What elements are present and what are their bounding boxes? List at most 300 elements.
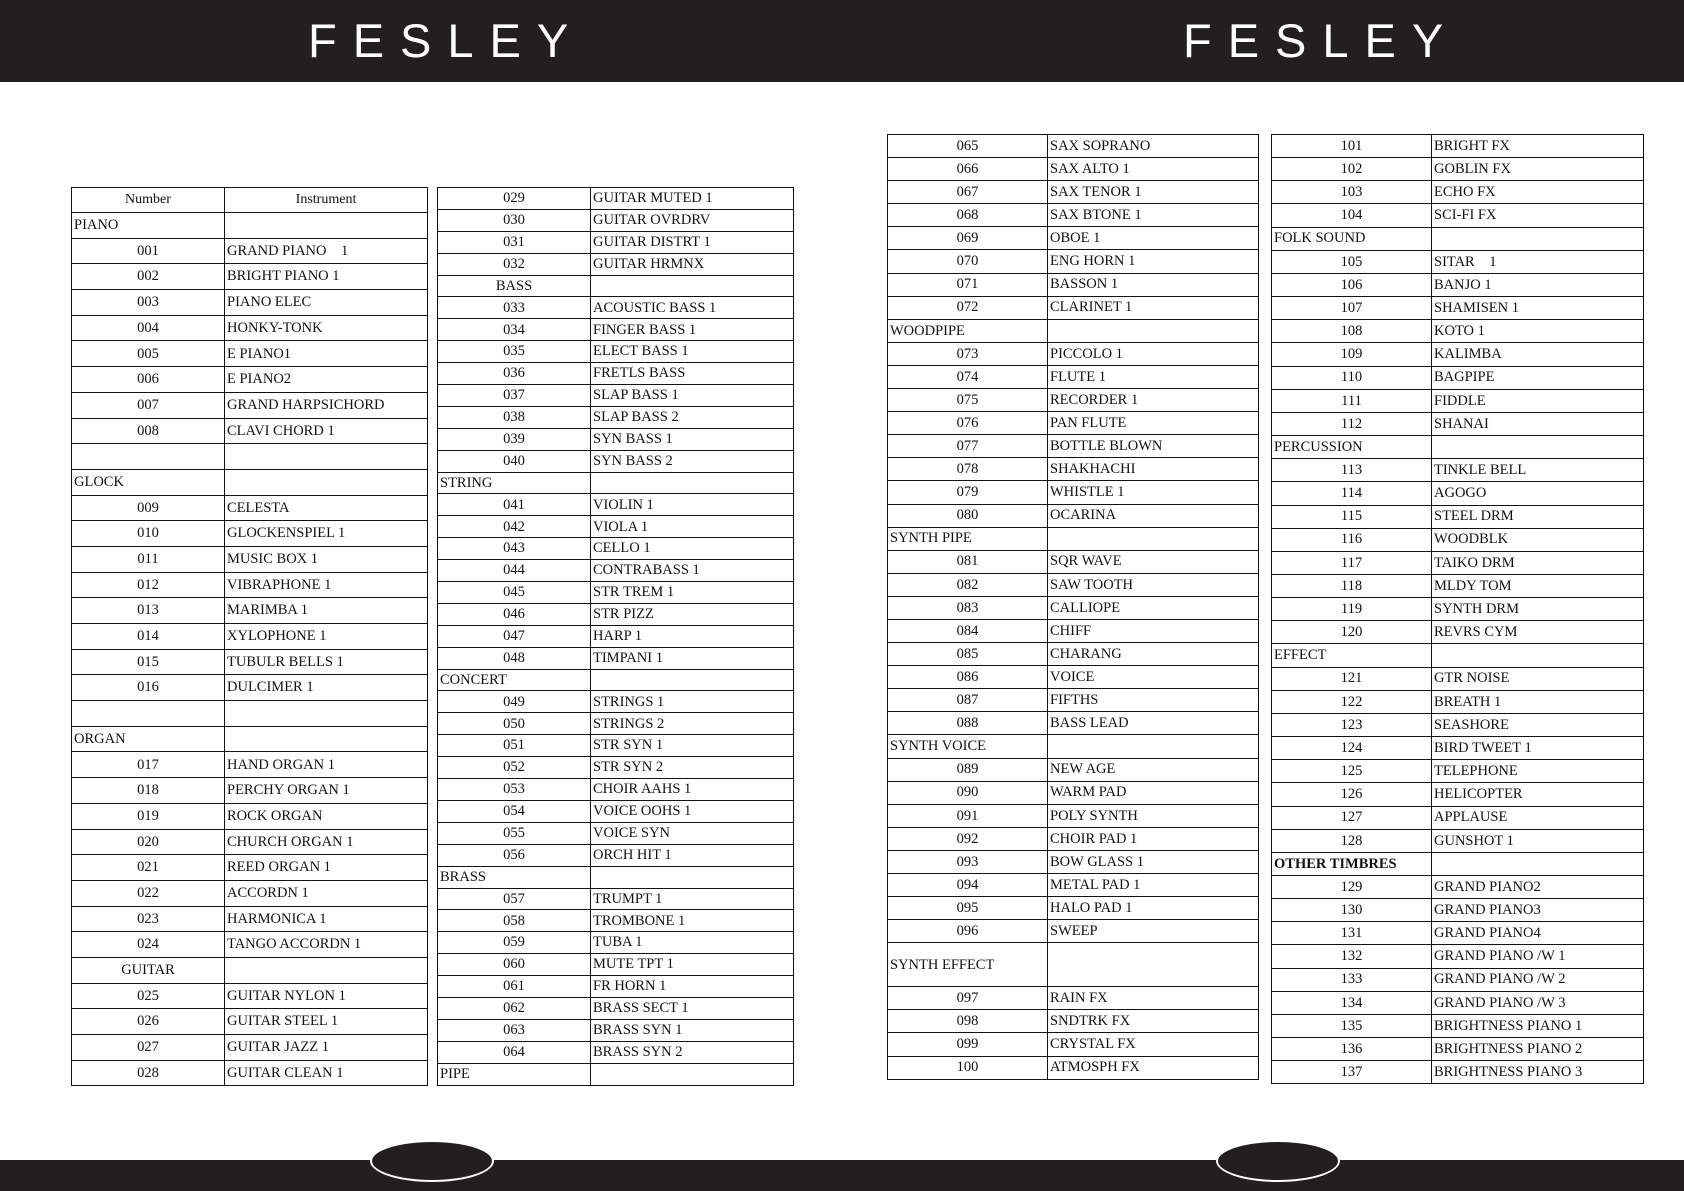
tone-number: 059: [438, 932, 591, 954]
empty-cell: [225, 213, 428, 239]
table-row: [438, 406, 794, 428]
tone-number: 010: [72, 521, 225, 547]
instrument-name: GUITAR CLEAN 1: [225, 1060, 428, 1086]
empty-cell: [1048, 735, 1259, 758]
instrument-name: BIRD TWEET 1: [1432, 737, 1644, 760]
empty-cell: [225, 444, 428, 470]
instrument-name: GOBLIN FX: [1432, 158, 1644, 181]
tone-number: 081: [888, 550, 1048, 573]
table-row: [1272, 273, 1644, 296]
table-row: [72, 290, 428, 316]
table-row: [1272, 667, 1644, 690]
category-row: [72, 957, 428, 983]
tone-number: 083: [888, 596, 1048, 619]
instrument-name: HARMONICA 1: [225, 906, 428, 932]
category-label: GLOCK: [72, 469, 225, 495]
column-header-number: Number: [72, 188, 225, 213]
empty-cell: [591, 472, 794, 494]
table-row: [72, 803, 428, 829]
tone-number: 050: [438, 713, 591, 735]
tone-number: 013: [72, 598, 225, 624]
empty-cell: [1048, 319, 1259, 342]
blank-row: [72, 444, 428, 470]
instrument-name: CLARINET 1: [1048, 296, 1259, 319]
table-row: [1272, 806, 1644, 829]
instrument-name: STRINGS 2: [591, 713, 794, 735]
table-row: [72, 521, 428, 547]
instrument-name: CHOIR PAD 1: [1048, 827, 1259, 850]
tone-number: 101: [1272, 135, 1432, 158]
tone-number: 007: [72, 392, 225, 418]
instrument-name: WOODBLK: [1432, 528, 1644, 551]
tone-number: 049: [438, 691, 591, 713]
table-row: [438, 691, 794, 713]
tone-number: 057: [438, 888, 591, 910]
tone-number: 039: [438, 428, 591, 450]
table-row: [888, 666, 1259, 689]
instrument-name: HAND ORGAN 1: [225, 752, 428, 778]
tone-number: 122: [1272, 690, 1432, 713]
instrument-name: GUITAR OVRDRV: [591, 209, 794, 231]
table-row: [438, 582, 794, 604]
tone-number: 115: [1272, 505, 1432, 528]
tone-number: 082: [888, 573, 1048, 596]
instrument-name: XYLOPHONE 1: [225, 624, 428, 650]
category-label: GUITAR: [72, 957, 225, 983]
table-row: [72, 392, 428, 418]
table-row: [438, 231, 794, 253]
table-row: [438, 494, 794, 516]
instrument-name: ENG HORN 1: [1048, 250, 1259, 273]
table-row: [1272, 459, 1644, 482]
instrument-name: MLDY TOM: [1432, 574, 1644, 597]
tone-number: 020: [72, 829, 225, 855]
table-row: [888, 412, 1259, 435]
tone-number: 061: [438, 976, 591, 998]
table-row: [72, 1009, 428, 1035]
instrument-name: SAX ALTO 1: [1048, 158, 1259, 181]
category-label: STRING: [438, 472, 591, 494]
empty-cell: [1432, 644, 1644, 667]
tone-number: 113: [1272, 459, 1432, 482]
instrument-name: SYNTH DRM: [1432, 598, 1644, 621]
instrument-name: CLAVI CHORD 1: [225, 418, 428, 444]
instrument-name: ECHO FX: [1432, 181, 1644, 204]
tone-number: 063: [438, 1019, 591, 1041]
table-row: [888, 181, 1259, 204]
category-row: [1272, 852, 1644, 875]
instrument-name: BOW GLASS 1: [1048, 850, 1259, 873]
instrument-name: GUITAR HRMNX: [591, 253, 794, 275]
tone-number: 111: [1272, 389, 1432, 412]
tone-number: 038: [438, 406, 591, 428]
tone-number: 026: [72, 1009, 225, 1035]
tone-number: 035: [438, 341, 591, 363]
tone-number: 068: [888, 204, 1048, 227]
tone-number: 041: [438, 494, 591, 516]
tone-number: 022: [72, 880, 225, 906]
instrument-name: GUITAR STEEL 1: [225, 1009, 428, 1035]
tone-number: 123: [1272, 713, 1432, 736]
tone-number: 120: [1272, 621, 1432, 644]
instrument-name: GRAND PIANO3: [1432, 899, 1644, 922]
category-row: [438, 472, 794, 494]
page-number-oval-right: [1216, 1140, 1340, 1182]
tone-number: 130: [1272, 899, 1432, 922]
instrument-name: KOTO 1: [1432, 320, 1644, 343]
empty-cell: [225, 957, 428, 983]
category-label: SYNTH VOICE: [888, 735, 1048, 758]
empty-cell: [591, 866, 794, 888]
tone-number: 135: [1272, 1014, 1432, 1037]
tone-number: 071: [888, 273, 1048, 296]
table-row: [72, 1060, 428, 1086]
instrument-name: POLY SYNTH: [1048, 804, 1259, 827]
category-label: FOLK SOUND: [1272, 227, 1432, 250]
instrument-name: OBOE 1: [1048, 227, 1259, 250]
instrument-name: SWEEP: [1048, 920, 1259, 943]
table-row: [438, 253, 794, 275]
category-label: PIPE: [438, 1063, 591, 1085]
instrument-name: HALO PAD 1: [1048, 897, 1259, 920]
tone-number: 093: [888, 850, 1048, 873]
table-row: [72, 983, 428, 1009]
table-row: [1272, 366, 1644, 389]
tone-number: 011: [72, 546, 225, 572]
table-row: [72, 932, 428, 958]
table-row: [72, 572, 428, 598]
table-row: [438, 757, 794, 779]
category-row: [1272, 436, 1644, 459]
category-row: [438, 866, 794, 888]
instrument-name: AGOGO: [1432, 482, 1644, 505]
tone-number: 015: [72, 649, 225, 675]
category-label: PIANO: [72, 213, 225, 239]
table-row: [888, 850, 1259, 873]
tone-number: 086: [888, 666, 1048, 689]
tone-number: 009: [72, 495, 225, 521]
instrument-name: TROMBONE 1: [591, 910, 794, 932]
instrument-name: DULCIMER 1: [225, 675, 428, 701]
instrument-name: BRIGHT FX: [1432, 135, 1644, 158]
instrument-name: VOICE: [1048, 666, 1259, 689]
table-row: [1272, 829, 1644, 852]
table-row: [438, 428, 794, 450]
tone-number: 133: [1272, 968, 1432, 991]
instrument-name: GRAND PIANO /W 2: [1432, 968, 1644, 991]
instrument-name: VIOLIN 1: [591, 494, 794, 516]
brand-logo-right: FESLEY: [1183, 14, 1460, 67]
category-label: OTHER TIMBRES: [1272, 852, 1432, 875]
instrument-name: SAX TENOR 1: [1048, 181, 1259, 204]
instrument-name: CELESTA: [225, 495, 428, 521]
tone-number: 125: [1272, 760, 1432, 783]
table-row: [438, 297, 794, 319]
tone-number: 091: [888, 804, 1048, 827]
table-row: [1272, 760, 1644, 783]
tone-number: 004: [72, 315, 225, 341]
table-row: [438, 450, 794, 472]
instrument-name: GUNSHOT 1: [1432, 829, 1644, 852]
tone-number: 005: [72, 341, 225, 367]
instrument-name: E PIANO1: [225, 341, 428, 367]
instrument-name: VIOLA 1: [591, 516, 794, 538]
category-row: [72, 726, 428, 752]
category-row: [888, 527, 1259, 550]
instrument-name: TINKLE BELL: [1432, 459, 1644, 482]
tone-number: 047: [438, 625, 591, 647]
instrument-name: BRASS SECT 1: [591, 997, 794, 1019]
category-label: BRASS: [438, 866, 591, 888]
instrument-name: STEEL DRM: [1432, 505, 1644, 528]
tone-number: 073: [888, 342, 1048, 365]
table-row: [888, 273, 1259, 296]
table-row: [1272, 1061, 1644, 1084]
instrument-name: FIDDLE: [1432, 389, 1644, 412]
tone-number: 088: [888, 712, 1048, 735]
instrument-name: ACCORDN 1: [225, 880, 428, 906]
instrument-name: BANJO 1: [1432, 273, 1644, 296]
table-row: [888, 458, 1259, 481]
table-row: [438, 209, 794, 231]
tone-number: 099: [888, 1033, 1048, 1056]
table-row: [888, 481, 1259, 504]
instrument-name: SAW TOOTH: [1048, 573, 1259, 596]
table-row: [888, 573, 1259, 596]
instrument-name: FINGER BASS 1: [591, 319, 794, 341]
table-row: [72, 315, 428, 341]
instrument-name: ATMOSPH FX: [1048, 1056, 1259, 1079]
tone-number: 019: [72, 803, 225, 829]
tone-number: 042: [438, 516, 591, 538]
tone-number: 028: [72, 1060, 225, 1086]
table-row: [438, 341, 794, 363]
table-row: [438, 844, 794, 866]
page-footer: [0, 1160, 1684, 1191]
table-row: [1272, 968, 1644, 991]
tone-number: 112: [1272, 412, 1432, 435]
table-row: [1272, 320, 1644, 343]
table-row: [438, 1041, 794, 1063]
instrument-name: BRASS SYN 1: [591, 1019, 794, 1041]
table-row: [72, 649, 428, 675]
tone-number: 052: [438, 757, 591, 779]
tone-number: 002: [72, 264, 225, 290]
table-row: [1272, 250, 1644, 273]
tone-number: 066: [888, 158, 1048, 181]
instrument-name: GUITAR JAZZ 1: [225, 1035, 428, 1061]
table-row: [1272, 181, 1644, 204]
table-row: [72, 752, 428, 778]
instrument-name: GUITAR DISTRT 1: [591, 231, 794, 253]
instrument-name: FLUTE 1: [1048, 365, 1259, 388]
instrument-name: STR TREM 1: [591, 582, 794, 604]
tone-number: 003: [72, 290, 225, 316]
table-row: [1272, 389, 1644, 412]
empty-cell: [1432, 852, 1644, 875]
table-row: [438, 188, 794, 210]
table-row: [438, 822, 794, 844]
instrument-name: RAIN FX: [1048, 987, 1259, 1010]
table-row: [1272, 505, 1644, 528]
table-row: [438, 954, 794, 976]
tone-number: 096: [888, 920, 1048, 943]
instrument-name: SLAP BASS 2: [591, 406, 794, 428]
tone-number: 027: [72, 1035, 225, 1061]
instrument-name: RECORDER 1: [1048, 389, 1259, 412]
table-row: [438, 735, 794, 757]
tone-number: 054: [438, 800, 591, 822]
instrument-name: GRAND PIANO /W 3: [1432, 991, 1644, 1014]
instrument-name: ORCH HIT 1: [591, 844, 794, 866]
tone-number: 031: [438, 231, 591, 253]
table-row: [1272, 528, 1644, 551]
table-row: [888, 781, 1259, 804]
tone-number: 080: [888, 504, 1048, 527]
instrument-name: FRETLS BASS: [591, 363, 794, 385]
table-row: [888, 712, 1259, 735]
category-label: EFFECT: [1272, 644, 1432, 667]
table-row: [888, 342, 1259, 365]
tone-number: 040: [438, 450, 591, 472]
instrument-name: STRINGS 1: [591, 691, 794, 713]
category-row: [888, 943, 1259, 987]
instrument-name: CONTRABASS 1: [591, 560, 794, 582]
tone-number: 079: [888, 481, 1048, 504]
table-row: [438, 976, 794, 998]
table-row: [1272, 204, 1644, 227]
tone-number: 048: [438, 647, 591, 669]
empty-cell: [72, 444, 225, 470]
table-row: [438, 713, 794, 735]
tone-number: 045: [438, 582, 591, 604]
table-row: [888, 920, 1259, 943]
instrument-name: APPLAUSE: [1432, 806, 1644, 829]
table-row: [438, 538, 794, 560]
table-row: [1272, 412, 1644, 435]
category-label: WOODPIPE: [888, 319, 1048, 342]
table-row: [72, 675, 428, 701]
tone-number: 036: [438, 363, 591, 385]
table-row: [888, 874, 1259, 897]
empty-cell: [225, 726, 428, 752]
table-row: [438, 779, 794, 801]
instrument-name: BRIGHTNESS PIANO 3: [1432, 1061, 1644, 1084]
instrument-name: MUSIC BOX 1: [225, 546, 428, 572]
instrument-name: MUTE TPT 1: [591, 954, 794, 976]
tone-number: 103: [1272, 181, 1432, 204]
table-row: [438, 560, 794, 582]
table-row: [438, 385, 794, 407]
tone-number: 098: [888, 1010, 1048, 1033]
tone-number: 136: [1272, 1038, 1432, 1061]
table-row: [888, 389, 1259, 412]
table-row: [1272, 551, 1644, 574]
tone-number: 044: [438, 560, 591, 582]
tone-number: 121: [1272, 667, 1432, 690]
instrument-name: TIMPANI 1: [591, 647, 794, 669]
empty-cell: [1432, 436, 1644, 459]
tone-number: 117: [1272, 551, 1432, 574]
category-label: SYNTH PIPE: [888, 527, 1048, 550]
tone-number: 060: [438, 954, 591, 976]
table-row: [888, 227, 1259, 250]
table-row: [1272, 945, 1644, 968]
table-row: [72, 906, 428, 932]
tone-number: 085: [888, 643, 1048, 666]
tone-number: 100: [888, 1056, 1048, 1079]
instrument-name: BASSON 1: [1048, 273, 1259, 296]
table-row: [72, 624, 428, 650]
instrument-name: BREATH 1: [1432, 690, 1644, 713]
table-row: [438, 516, 794, 538]
table-row: [1272, 690, 1644, 713]
category-row: [1272, 644, 1644, 667]
instrument-name: VOICE OOHS 1: [591, 800, 794, 822]
instrument-name: STR SYN 2: [591, 757, 794, 779]
instrument-name: VOICE SYN: [591, 822, 794, 844]
category-row: [438, 275, 794, 297]
empty-cell: [591, 1063, 794, 1085]
instrument-name: GRAND PIANO 1: [225, 238, 428, 264]
instrument-name: ROCK ORGAN: [225, 803, 428, 829]
empty-cell: [225, 469, 428, 495]
tone-number: 024: [72, 932, 225, 958]
table-row: [888, 643, 1259, 666]
instrument-name: FR HORN 1: [591, 976, 794, 998]
table-row: [888, 204, 1259, 227]
instrument-name: HELICOPTER: [1432, 783, 1644, 806]
category-row: [438, 669, 794, 691]
instrument-name: TUBA 1: [591, 932, 794, 954]
instrument-name: SLAP BASS 1: [591, 385, 794, 407]
table-row: [888, 550, 1259, 573]
instrument-table-4: [1271, 134, 1644, 1084]
instrument-name: MARIMBA 1: [225, 598, 428, 624]
instrument-name: CHOIR AAHS 1: [591, 779, 794, 801]
instrument-name: PIANO ELEC: [225, 290, 428, 316]
table-row: [438, 910, 794, 932]
instrument-name: SHAKHACHI: [1048, 458, 1259, 481]
page-header: [0, 0, 1684, 82]
tone-number: 023: [72, 906, 225, 932]
table-row: [438, 888, 794, 910]
instrument-name: SHAMISEN 1: [1432, 297, 1644, 320]
table-row: [1272, 922, 1644, 945]
tone-number: 110: [1272, 366, 1432, 389]
tone-number: 072: [888, 296, 1048, 319]
tone-number: 104: [1272, 204, 1432, 227]
tone-number: 114: [1272, 482, 1432, 505]
instrument-name: REVRS CYM: [1432, 621, 1644, 644]
page-number-oval-left: [370, 1140, 494, 1182]
table-row: [888, 504, 1259, 527]
instrument-name: SYN BASS 1: [591, 428, 794, 450]
tone-number: 029: [438, 188, 591, 210]
table-row: [888, 827, 1259, 850]
table-row: [1272, 343, 1644, 366]
table-row: [1272, 899, 1644, 922]
tone-number: 001: [72, 238, 225, 264]
category-label: CONCERT: [438, 669, 591, 691]
table-row: [72, 880, 428, 906]
instrument-name: PAN FLUTE: [1048, 412, 1259, 435]
tone-number: 051: [438, 735, 591, 757]
tone-number: 128: [1272, 829, 1432, 852]
instrument-name: GTR NOISE: [1432, 667, 1644, 690]
tone-number: 092: [888, 827, 1048, 850]
table-row: [1272, 876, 1644, 899]
